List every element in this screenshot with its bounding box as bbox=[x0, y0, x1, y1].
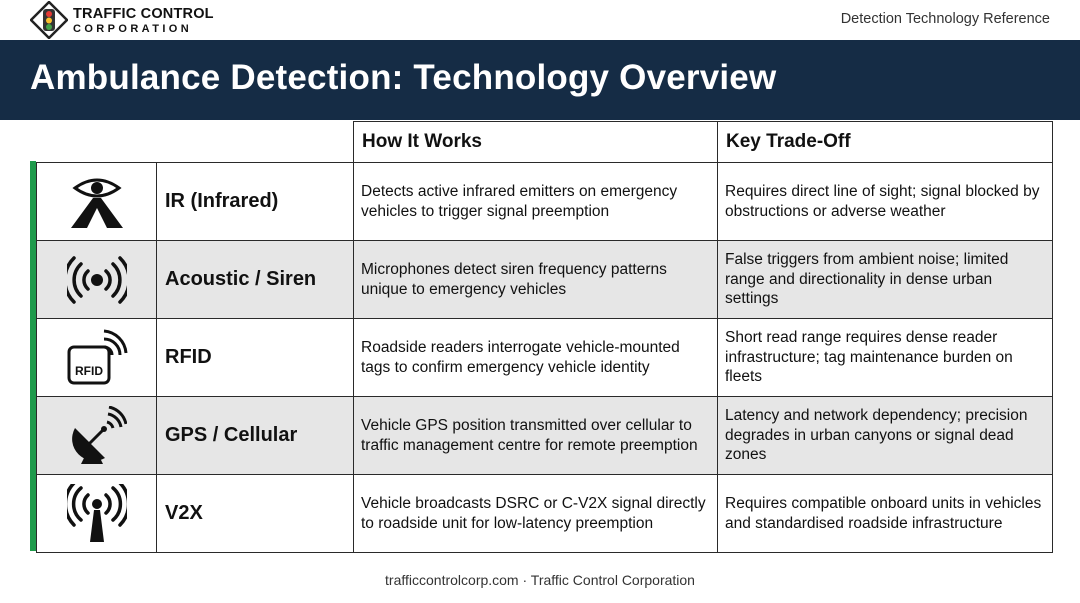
broadcast-signal-icon bbox=[67, 255, 127, 305]
key-tradeoff: Short read range requires dense reader infrastructure; tag maintenance burden on fleets bbox=[718, 319, 1053, 397]
satellite-dish-icon bbox=[67, 406, 127, 466]
how-it-works: Roadside readers interrogate vehicle-mounted tags to confirm emergency vehicle identity bbox=[354, 319, 718, 397]
reference-label: Detection Technology Reference bbox=[840, 11, 1050, 27]
technology-name: RFID bbox=[157, 319, 354, 397]
rfid-icon-label: RFID bbox=[74, 363, 103, 378]
table-row bbox=[37, 319, 1053, 397]
title-banner bbox=[0, 40, 1080, 120]
radio-tower-icon bbox=[67, 484, 127, 544]
technology-name: Acoustic / Siren bbox=[157, 241, 354, 319]
table-header-blank bbox=[37, 122, 354, 163]
page-title: Ambulance Detection: Technology Overview bbox=[30, 58, 777, 97]
brand-line-1: TRAFFIC CONTROL bbox=[73, 6, 214, 22]
eye-road-icon bbox=[67, 174, 127, 230]
technology-name: V2X bbox=[157, 475, 354, 553]
key-tradeoff: Requires direct line of sight; signal blocked by obstructions or adverse weather bbox=[718, 163, 1053, 241]
icon-cell bbox=[37, 163, 157, 241]
icon-cell bbox=[37, 319, 157, 397]
how-it-works: Microphones detect siren frequency patterns unique to emergency vehicles bbox=[354, 241, 718, 319]
key-tradeoff: Requires compatible onboard units in vehicles and standardised roadside infrastructure bbox=[718, 475, 1053, 553]
key-tradeoff: Latency and network dependency; precision degrades in urban canyons or signal dead zones bbox=[718, 397, 1053, 475]
traffic-light-logo-icon bbox=[30, 1, 68, 39]
column-header-how: How It Works bbox=[354, 122, 718, 163]
how-it-works: Vehicle GPS position transmitted over cellular to traffic management centre for remote preemption bbox=[354, 397, 718, 475]
technology-name: IR (Infrared) bbox=[157, 163, 354, 241]
top-bar bbox=[0, 0, 1080, 40]
table-row bbox=[37, 163, 1053, 241]
table-row bbox=[37, 397, 1053, 475]
column-header-tradeoff: Key Trade-Off bbox=[718, 122, 1053, 163]
key-tradeoff: False triggers from ambient noise; limited range and directionality in dense urban settings bbox=[718, 241, 1053, 319]
icon-cell bbox=[37, 241, 157, 319]
table-header-row bbox=[37, 122, 1053, 163]
technology-name: GPS / Cellular bbox=[157, 397, 354, 475]
how-it-works: Vehicle broadcasts DSRC or C-V2X signal directly to roadside unit for low-latency preemption bbox=[354, 475, 718, 553]
brand-name bbox=[73, 7, 214, 35]
brand-line-2: CORPORATION bbox=[73, 22, 193, 35]
table-row bbox=[37, 241, 1053, 319]
icon-cell bbox=[37, 475, 157, 553]
rfid-tag-icon bbox=[66, 329, 128, 387]
footer-text: trafficcontrolcorp.com · Traffic Control Corporation bbox=[385, 572, 695, 588]
table-row bbox=[37, 475, 1053, 553]
how-it-works: Detects active infrared emitters on emergency vehicles to trigger signal preemption bbox=[354, 163, 718, 241]
icon-cell bbox=[37, 397, 157, 475]
technology-table bbox=[36, 121, 1053, 553]
